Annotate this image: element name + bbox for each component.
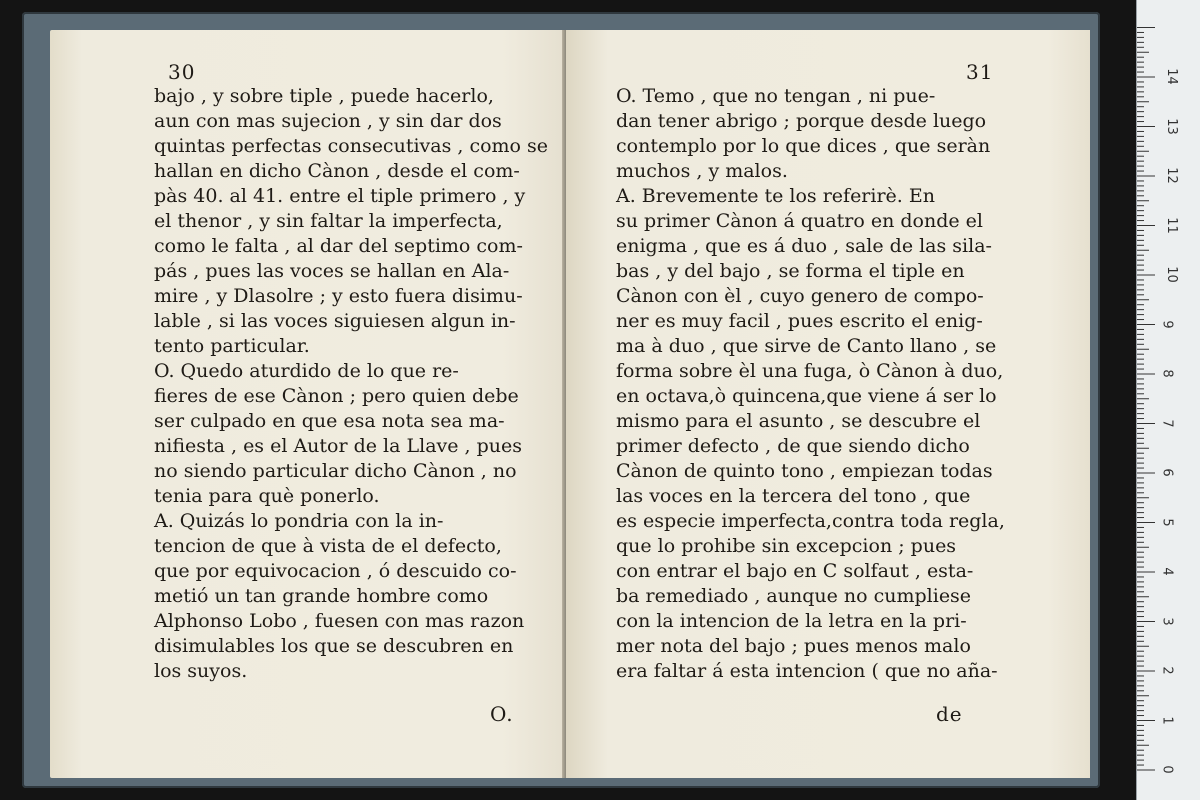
- text-line: A. Quizás lo pondria con la in-: [154, 510, 444, 532]
- ruler-label: 0: [1159, 765, 1175, 774]
- text-line: el thenor , y sin faltar la imperfecta,: [154, 210, 503, 232]
- text-line: tento particular.: [154, 335, 310, 357]
- text-line: hallan en dicho Cànon , desde el com-: [154, 160, 520, 182]
- text-line: O. Quedo aturdido de lo que re-: [154, 360, 459, 382]
- text-line: su primer Cànon á quatro en donde el: [616, 210, 983, 232]
- ruler-label: 9: [1159, 319, 1175, 329]
- ruler-label: 1: [1159, 715, 1175, 725]
- ruler-label: 6: [1159, 468, 1175, 477]
- ruler-label: 2: [1159, 666, 1175, 675]
- text-line: tenia para què ponerlo.: [154, 485, 380, 507]
- text-line: era faltar á esta intencion ( que no aña-: [616, 660, 998, 682]
- text-line: con la intencion de la letra en la pri-: [616, 610, 967, 632]
- right-page: [566, 30, 1090, 778]
- ruler-label: 13: [1163, 117, 1179, 135]
- text-line: ner es muy facil , pues escrito el enig-: [616, 310, 983, 332]
- ruler-label: 5: [1159, 517, 1175, 527]
- text-line: ser culpado en que esa nota sea ma-: [154, 410, 505, 432]
- text-line: nifiesta , es el Autor de la Llave , pues: [154, 435, 523, 457]
- text-line: mire , y Dlasolre ; y esto fuera disimu-: [154, 285, 523, 307]
- text-line: Cànon de quinto tono , empiezan todas: [616, 460, 993, 482]
- text-line: ma à duo , que sirve de Canto llano , se: [616, 335, 997, 357]
- ruler-label: 7: [1159, 418, 1175, 428]
- ruler-label: 10: [1163, 266, 1179, 283]
- measurement-ruler: [1136, 0, 1200, 800]
- text-line: contemplo por lo que dices , que seràn: [616, 135, 991, 157]
- text-line: aun con mas sujecion , y sin dar dos: [154, 110, 502, 132]
- text-line: en octava,ò quincena,que viene á ser lo: [616, 385, 997, 407]
- left-page-text: [154, 84, 549, 684]
- text-line: con entrar el bajo en C solfaut , esta-: [616, 560, 974, 582]
- text-line: mismo para el asunto , se descubre el: [616, 410, 981, 432]
- ruler-label: 4: [1159, 567, 1175, 576]
- text-line: pàs 40. al 41. entre el tiple primero , y: [154, 185, 526, 207]
- right-page-text: [616, 84, 1005, 684]
- text-line: los suyos.: [154, 660, 248, 682]
- text-line: enigma , que es á duo , sale de las sila-: [616, 235, 992, 257]
- page-number-left: 30: [168, 60, 196, 84]
- ruler-label: 8: [1159, 369, 1175, 378]
- text-line: lable , si las voces siguiesen algun in-: [154, 310, 516, 332]
- text-line: fieres de ese Cànon ; pero quien debe: [154, 385, 519, 407]
- text-line: primer defecto , de que siendo dicho: [616, 435, 970, 457]
- open-book: [22, 12, 1100, 788]
- text-line: dan tener abrigo ; porque desde luego: [616, 110, 987, 132]
- text-line: que lo prohibe sin excepcion ; pues: [616, 535, 957, 557]
- text-line: bas , y del bajo , se forma el tiple en: [616, 260, 965, 282]
- text-line: O. Temo , que no tengan , ni pue-: [616, 85, 936, 107]
- ruler-label: 12: [1163, 167, 1179, 184]
- text-line: A. Brevemente te los referirè. En: [616, 185, 935, 207]
- text-line: no siendo particular dicho Cànon , no: [154, 460, 517, 482]
- text-line: metió un tan grande hombre como: [154, 585, 489, 607]
- text-line: Alphonso Lobo , fuesen con mas razon: [154, 610, 525, 632]
- text-line: ba remediado , aunque no cumpliese: [616, 585, 972, 607]
- text-line: muchos , y malos.: [616, 160, 788, 182]
- ruler-label: 14: [1163, 68, 1179, 85]
- text-line: pás , pues las voces se hallan en Ala-: [154, 260, 510, 282]
- text-line: mer nota del bajo ; pues menos malo: [616, 635, 971, 657]
- text-line: las voces en la tercera del tono , que: [616, 485, 971, 507]
- catchword-left: O.: [490, 702, 514, 726]
- ruler-label: 3: [1159, 616, 1175, 626]
- text-line: disimulables los que se descubren en: [154, 635, 514, 657]
- text-line: tencion de que à vista de el defecto,: [154, 535, 502, 557]
- catchword-right: de: [936, 702, 963, 726]
- text-line: quintas perfectas consecutivas , como se: [154, 135, 549, 157]
- text-line: forma sobre èl una fuga, ò Cànon à duo,: [616, 360, 1004, 382]
- left-page: [50, 30, 582, 778]
- text-line: Cànon con èl , cuyo genero de compo-: [616, 285, 984, 307]
- ruler-label: 11: [1163, 216, 1179, 234]
- text-line: bajo , y sobre tiple , puede hacerlo,: [154, 85, 494, 107]
- page-number-right: 31: [966, 60, 994, 84]
- text-line: es especie imperfecta,contra toda regla,: [616, 510, 1005, 532]
- text-line: como le falta , al dar del septimo com-: [154, 235, 523, 257]
- text-line: que por equivocacion , ó descuido co-: [154, 560, 517, 582]
